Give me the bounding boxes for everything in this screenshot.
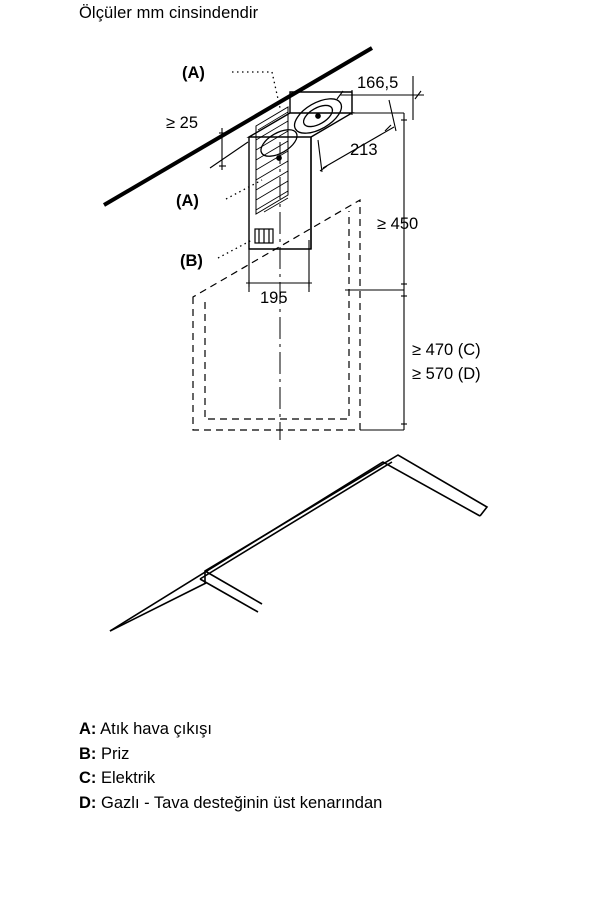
legend-key: D: <box>79 793 97 812</box>
hood-body <box>249 92 352 249</box>
dim-label-min-25: ≥ 25 <box>166 114 198 132</box>
legend-item <box>79 791 382 816</box>
dim-label-min-470: ≥ 470 (C) <box>412 341 481 359</box>
callout-b: (B) <box>180 252 203 270</box>
dim-vertical-chain <box>345 113 407 430</box>
dim-label-213: 213 <box>350 141 378 159</box>
dim-label-195: 195 <box>260 289 288 307</box>
worktop-lines <box>110 455 487 631</box>
dim-min-25 <box>210 128 248 170</box>
legend-key: C: <box>79 769 97 787</box>
dim-label-min-570: ≥ 570 (D) <box>412 365 481 383</box>
page-title: Ölçüler mm cinsindendir <box>79 4 259 22</box>
hood-hatching <box>256 112 288 212</box>
legend-item <box>79 717 382 742</box>
socket-symbol <box>255 229 273 243</box>
legend-key: A: <box>79 720 97 738</box>
legend-text: Elektrik <box>101 769 156 787</box>
dim-label-min-450: ≥ 450 <box>377 215 419 233</box>
legend-text: Atık hava çıkışı <box>100 720 212 738</box>
legend-item <box>79 766 382 791</box>
callout-a-lower: (A) <box>176 192 199 210</box>
callout-a-top: (A) <box>182 64 205 82</box>
legend-text: Priz <box>101 744 130 763</box>
legend-item <box>79 742 382 767</box>
dim-195 <box>246 240 312 292</box>
dim-213 <box>318 100 396 172</box>
legend-text: Gazlı - Tava desteğinin üst kenarından <box>101 793 383 812</box>
legend <box>79 717 382 815</box>
legend-key: B: <box>79 744 97 763</box>
hob-outline-dashed <box>193 200 360 430</box>
dim-label-166-5: 166,5 <box>357 74 399 92</box>
